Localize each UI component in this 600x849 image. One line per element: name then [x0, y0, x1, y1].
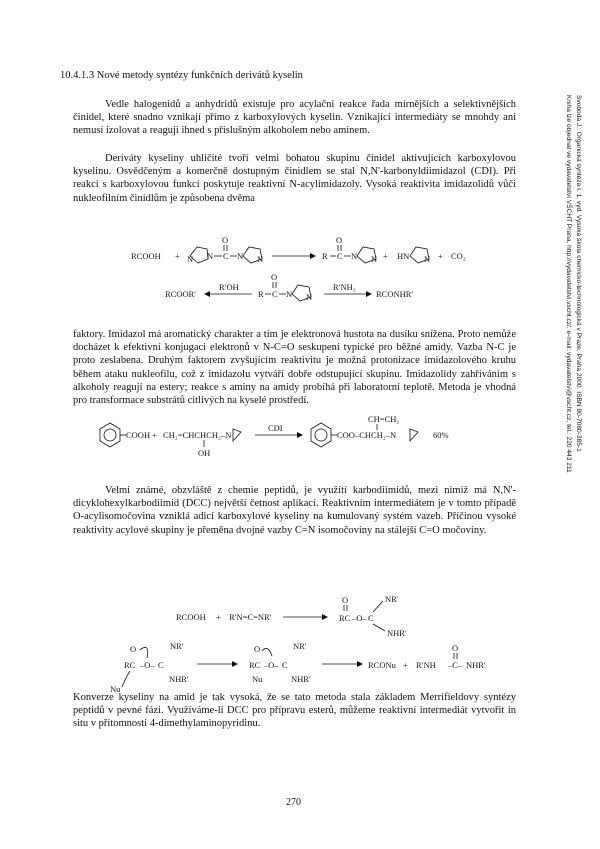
svg-text:O: O: [336, 235, 343, 245]
svg-text:R′NH₂: R′NH₂: [333, 282, 356, 292]
svg-text:O: O: [342, 595, 349, 605]
paragraph-4: Velmi známé, obzvláště z chemie peptidů, je využití karbodiimidů, mezi nimiž má N,N'-dicyklohexylkarbodiimid (DCC) největší četnost aplikací. Reaktivním intermediátem je v tomto případě O-acylisomočovina vzniklá adicí karboxylové kyseliny na kumulovaný systém vazeb. Příčinou vysoké reaktivity acylové skupiny je přeměna dvojné vazby C=N isomočoviny na stálejší C=O močoviny.: [73, 485, 516, 536]
svg-text:+: +: [383, 251, 388, 261]
svg-text:R′N=C=NR′: R′N=C=NR′: [229, 612, 272, 622]
svg-text:O: O: [130, 644, 137, 654]
svg-text:R: R: [322, 251, 328, 261]
svg-text:N: N: [207, 251, 214, 261]
svg-text:RC: RC: [249, 660, 261, 670]
svg-text:RCOOH: RCOOH: [176, 612, 206, 622]
svg-text:–O–: –O–: [264, 660, 279, 670]
paragraph-3: faktory. Imidazol má aromatický charakter a tím je elektronová hustota na dusíku snížena. Proto nemůže docházet k efektivní konjugaci elektronů v N-C=O seskupení typické pro běžné amidy. Vazba N-C je proto zeslabena. Druhým faktorem zvyšujícím reaktivitu je možná protonizace imidazolového kruhu během ataku nukleofilu, což z imidazolu vytváří dobře odstupující skupinu. Imidazolidy zahříváním s alkoholy reagují na estery; reakce s aminy na amidy probíhá při laboratorní teplotě. Metoda je vhodná pro transformace substrátů citlivých na kyselé prostředí.: [73, 329, 516, 407]
paragraph-1: Vedle halogenidů a anhydridů existuje pro acylační reakce řada mírnějších a selektivnějších činidel, které snadno vznikají přímo z karboxylových kyselin. Vznikající intermediáty se mnohdy ani nemusí izolovat a reagují ihned s příslušným alkoholem nebo aminem.: [73, 99, 516, 137]
svg-text:C: C: [337, 251, 343, 261]
svg-text:C: C: [368, 613, 374, 623]
svg-text:HN: HN: [397, 251, 410, 261]
svg-text:RC: RC: [124, 660, 136, 670]
svg-text:NHR′: NHR′: [169, 674, 189, 684]
svg-text:O: O: [452, 643, 459, 653]
svg-text:C: C: [158, 660, 164, 670]
svg-text:N: N: [286, 289, 293, 299]
paragraph-5: Konverze kyseliny na amid je tak vysoká, že se tato metoda stala základem Merrifieldovy syntézy peptidů v pevné fázi. Využíváme-li DCC pro přípravu esterů, můžeme reaktivní intermediát vytvořit in situ v přítomnosti 4-dimethylaminopyridinu.: [73, 692, 516, 730]
svg-text:NR′: NR′: [170, 641, 184, 651]
svg-text:RCOOR′: RCOOR′: [165, 289, 197, 299]
svg-text:+: +: [175, 251, 180, 261]
svg-text:NHR′: NHR′: [387, 628, 407, 638]
svg-text:NR′: NR′: [293, 641, 307, 651]
svg-text:O: O: [271, 272, 278, 282]
side-citation-line-2: Kniha lze objednat ve vydavatelství VŠCHT Praha, http://vydavatelstvi.vscht.cz/, e-mail: vydavatelstvi@vscht.cz, tel.: 220 443 211: [565, 95, 573, 473]
svg-text:N: N: [257, 254, 264, 264]
svg-text:N: N: [237, 251, 244, 261]
svg-text:OH: OH: [198, 448, 211, 458]
side-citation: [564, 95, 583, 473]
svg-text:C: C: [272, 289, 278, 299]
svg-text:RC: RC: [339, 613, 351, 623]
svg-text:+: +: [152, 430, 157, 440]
svg-text:NHR′: NHR′: [466, 660, 486, 670]
svg-text:NHR′: NHR′: [291, 674, 311, 684]
svg-text:+: +: [403, 660, 408, 670]
paragraph-2: Deriváty kyseliny uhličité tvoří velmi bohatou skupinu činidel aktivujících karboxylovou kyselinu. Osvědčeným a komerčně dostupným činidlem se stal N,N'-karbonyldiimidazol (CDI). Při reakci s karboxylovou funkcí poskytuje reaktivní N-acylimidazoly. Vysoká reaktivita imidazolidů vůči nukleofilním činidlům je způsobena dvěma: [73, 153, 516, 204]
svg-text:–O–: –O–: [352, 613, 367, 623]
page-number: 270: [286, 797, 301, 808]
svg-text:COO–CHCH₂–N: COO–CHCH₂–N: [337, 430, 397, 440]
svg-text:N: N: [187, 254, 194, 264]
svg-text:CH₂=CHCHCH₂–N: CH₂=CHCHCH₂–N: [163, 430, 232, 440]
svg-text:R′NH: R′NH: [416, 660, 436, 670]
svg-text:C: C: [282, 660, 288, 670]
svg-text:N: N: [371, 254, 378, 264]
svg-text:+: +: [216, 612, 221, 622]
svg-text:COOH: COOH: [126, 430, 151, 440]
svg-text:O: O: [222, 235, 229, 245]
side-citation-line-1: Svoboda J.: Organická syntéza I. 1. vyd. Vysoká škola chemicko-technologická v Praze, Praha 2000. ISBN 80-7080-385-1: [575, 95, 582, 452]
svg-text:Nu: Nu: [252, 674, 263, 684]
svg-text:+: +: [438, 251, 443, 261]
svg-text:R: R: [258, 289, 264, 299]
section-heading: 10.4.1.3 Nové metody syntézy funkčních derivátů kyselin: [60, 70, 303, 81]
svg-text:O: O: [254, 644, 261, 654]
svg-text:RCONHR′: RCONHR′: [376, 289, 414, 299]
s1-rcooh: RCOOH: [131, 251, 161, 261]
svg-text:CH=CH₂: CH=CH₂: [368, 414, 400, 424]
svg-text:N: N: [306, 292, 313, 302]
svg-text:C: C: [223, 251, 229, 261]
svg-text:CDI: CDI: [268, 423, 283, 433]
svg-text:CO₂: CO₂: [451, 251, 466, 261]
svg-text:RCONu: RCONu: [368, 660, 396, 670]
svg-text:Nu: Nu: [110, 684, 121, 694]
svg-text:–C–: –C–: [448, 660, 463, 670]
svg-text:N: N: [424, 254, 431, 264]
svg-text:R′OH: R′OH: [219, 282, 239, 292]
svg-text:60%: 60%: [433, 430, 449, 440]
svg-text:–O–: –O–: [140, 660, 155, 670]
svg-text:N: N: [351, 251, 358, 261]
svg-text:NR′: NR′: [385, 594, 399, 604]
